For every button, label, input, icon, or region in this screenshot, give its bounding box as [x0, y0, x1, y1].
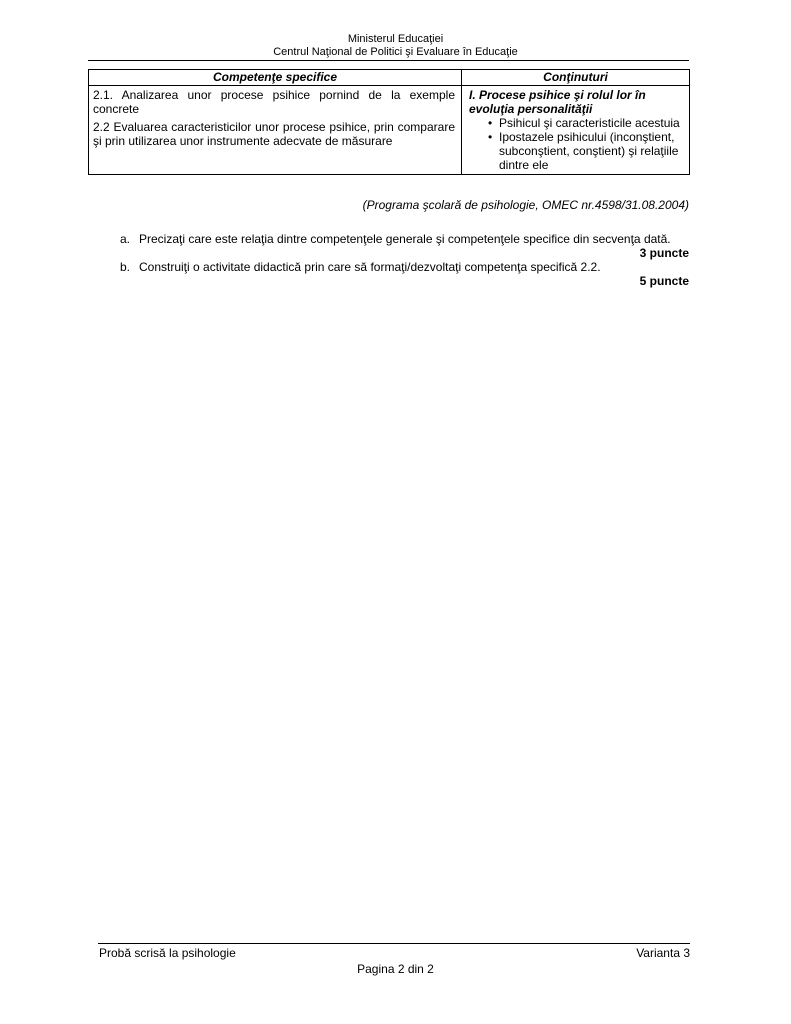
- footer-exam-title: Probă scrisă la psihologie: [99, 946, 236, 960]
- question-text: Precizaţi care este relaţia dintre competenţele generale şi competenţele specifice din secvenţa dată.: [139, 232, 671, 246]
- footer-page-number: Pagina 2 din 2: [357, 962, 434, 976]
- table-header-row: [89, 70, 690, 86]
- question-a: [120, 232, 689, 260]
- question-points: 5 puncte: [639, 274, 689, 288]
- competence-2-1: 2.1. Analizarea unor procese psihice pornind de la exemple concrete: [93, 88, 455, 116]
- question-text: Construiţi o activitate didactică prin care să formaţi/dezvoltaţi competenţa specifică 2.2.: [139, 260, 601, 274]
- header-divider: [88, 60, 689, 61]
- competences-cell: [89, 86, 462, 175]
- page-header: [0, 33, 791, 59]
- header-center: Centrul Naţional de Politici şi Evaluare în Educaţie: [273, 46, 518, 58]
- footer-variant: Varianta 3: [636, 946, 690, 960]
- questions-list: [120, 232, 689, 288]
- contents-cell: [462, 86, 690, 175]
- question-b: [120, 260, 689, 288]
- list-item: • Psihicul şi caracteristicile acestuia: [469, 116, 685, 130]
- list-item: • Ipostazele psihicului (inconştient, subconştient, conştient) şi relaţiile dintre ele: [469, 130, 685, 172]
- competences-table: [88, 69, 690, 175]
- content-list: [469, 116, 685, 172]
- source-citation: (Programa şcolară de psihologie, OMEC nr.4598/31.08.2004): [362, 198, 689, 212]
- question-letter: a.: [120, 232, 131, 246]
- question-letter: b.: [120, 260, 131, 274]
- col-header-contents: Conţinuturi: [462, 70, 690, 86]
- question-points: 3 puncte: [639, 246, 689, 260]
- footer-divider: [98, 943, 690, 944]
- competence-2-2: 2.2 Evaluarea caracteristicilor unor procese psihice, prin comparare şi prin utilizarea unor instrumente adecvate de măsurare: [93, 120, 455, 148]
- col-header-competences: Competenţe specifice: [89, 70, 462, 86]
- header-ministry: Ministerul Educaţiei: [347, 33, 444, 45]
- content-title: I. Procese psihice şi rolul lor în evoluţia personalităţii: [469, 88, 646, 116]
- table-row: [89, 86, 690, 175]
